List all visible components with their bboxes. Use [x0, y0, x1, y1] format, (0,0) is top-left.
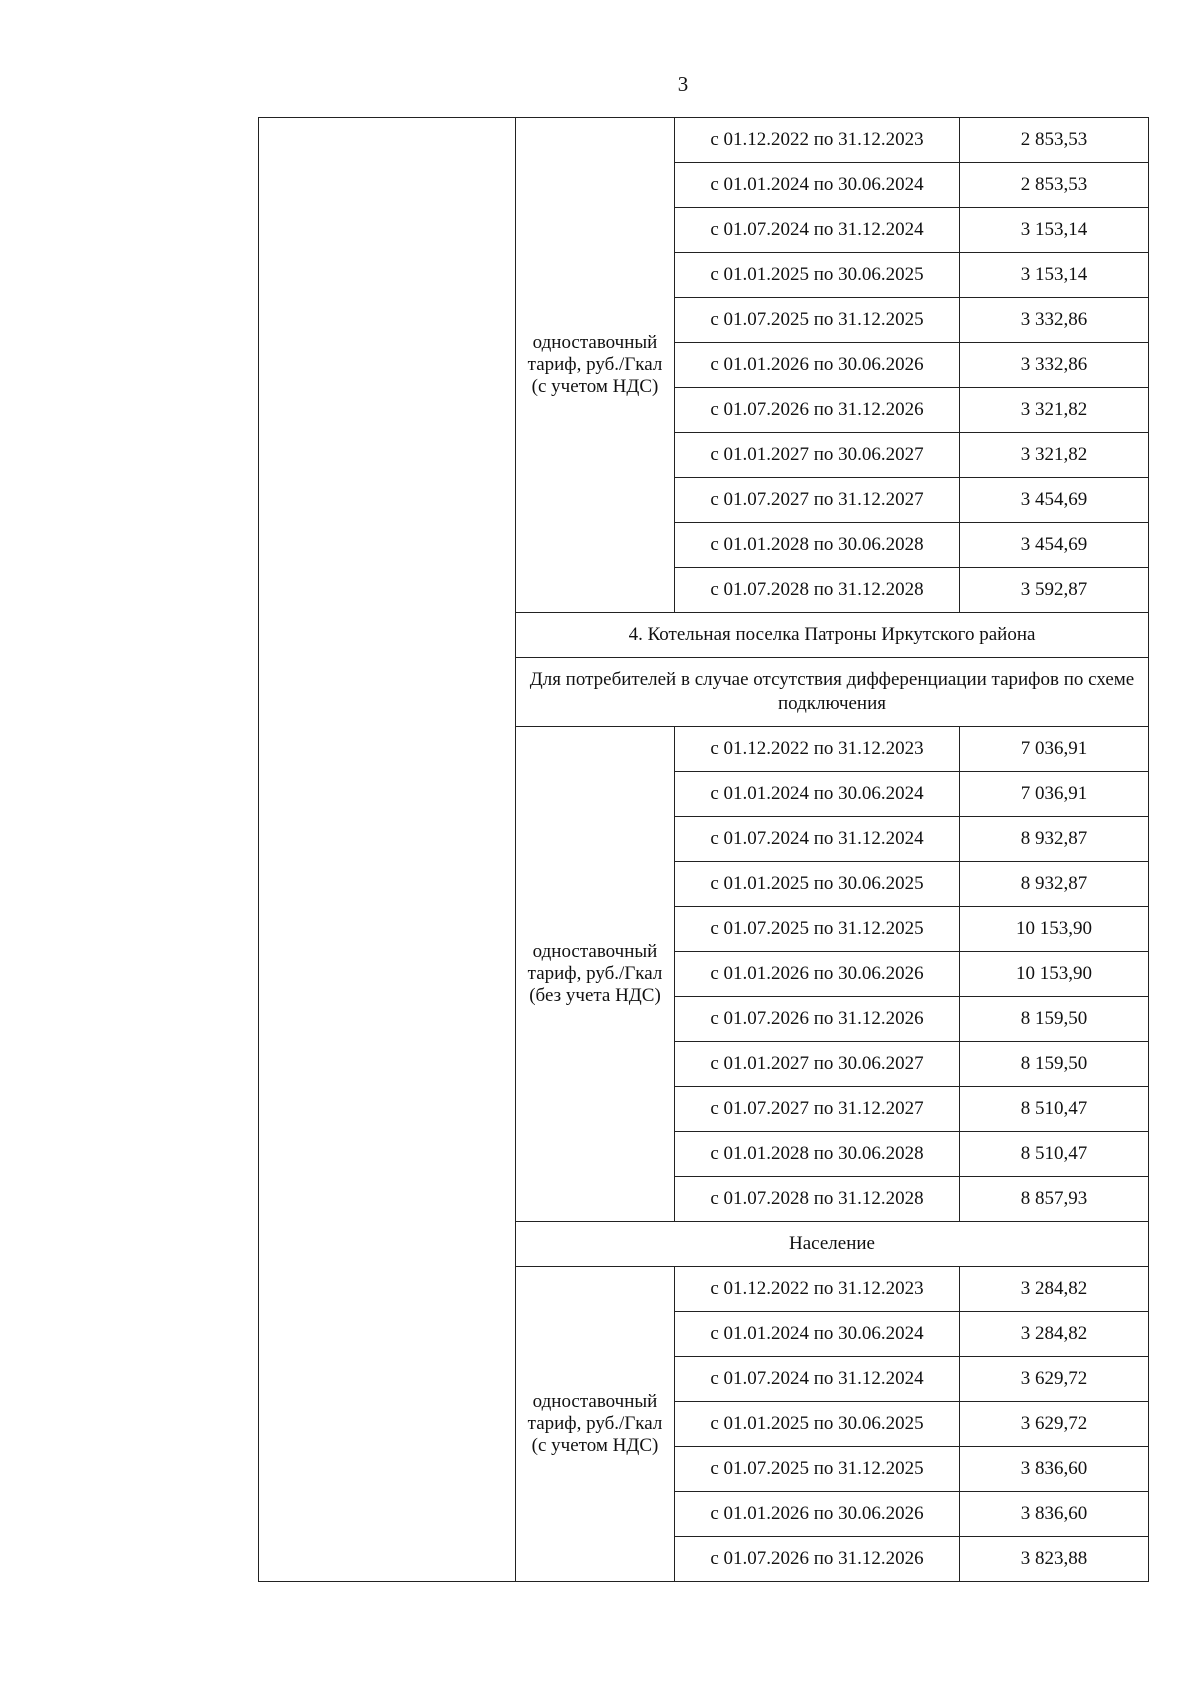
tariff-value-cell: 8 159,50 — [960, 997, 1149, 1042]
tariff-value-cell: 7 036,91 — [960, 727, 1149, 772]
section-header: Население — [516, 1222, 1149, 1267]
period-cell: с 01.07.2027 по 31.12.2027 — [675, 1087, 960, 1132]
tariff-value-cell: 2 853,53 — [960, 118, 1149, 163]
tariff-value-cell: 8 932,87 — [960, 862, 1149, 907]
period-cell: с 01.01.2024 по 30.06.2024 — [675, 772, 960, 817]
tariff-value-cell: 3 153,14 — [960, 208, 1149, 253]
period-cell: с 01.07.2026 по 31.12.2026 — [675, 1537, 960, 1582]
period-cell: с 01.01.2025 по 30.06.2025 — [675, 1402, 960, 1447]
table-row — [259, 118, 1149, 163]
tariff-value-cell: 3 284,82 — [960, 1267, 1149, 1312]
tariff-type-line: (с учетом НДС) — [531, 376, 659, 397]
tariff-value-cell: 3 332,86 — [960, 343, 1149, 388]
tariff-type-line: тариф, руб./Гкал — [527, 963, 663, 984]
period-cell: с 01.01.2027 по 30.06.2027 — [675, 1042, 960, 1087]
tariff-value-cell: 8 159,50 — [960, 1042, 1149, 1087]
tariff-type-line: (с учетом НДС) — [531, 1435, 659, 1456]
tariff-value-cell: 3 592,87 — [960, 568, 1149, 613]
tariff-value-cell: 3 321,82 — [960, 388, 1149, 433]
period-cell: с 01.01.2026 по 30.06.2026 — [675, 1492, 960, 1537]
tariff-value-cell: 3 321,82 — [960, 433, 1149, 478]
tariff-value-cell: 3 153,14 — [960, 253, 1149, 298]
tariff-type-cell — [516, 727, 675, 1222]
tariff-value-cell: 3 629,72 — [960, 1402, 1149, 1447]
tariff-table — [258, 117, 1149, 1582]
period-cell: с 01.01.2024 по 30.06.2024 — [675, 163, 960, 208]
period-cell: с 01.07.2025 по 31.12.2025 — [675, 1447, 960, 1492]
period-cell: с 01.01.2025 по 30.06.2025 — [675, 253, 960, 298]
tariff-type-line: одноставочный — [532, 1391, 658, 1412]
tariff-value-cell: 3 332,86 — [960, 298, 1149, 343]
tariff-value-cell: 3 454,69 — [960, 523, 1149, 568]
period-cell: с 01.07.2027 по 31.12.2027 — [675, 478, 960, 523]
tariff-value-cell: 3 823,88 — [960, 1537, 1149, 1582]
period-cell: с 01.01.2028 по 30.06.2028 — [675, 1132, 960, 1177]
tariff-value-cell: 10 153,90 — [960, 907, 1149, 952]
period-cell: с 01.07.2026 по 31.12.2026 — [675, 388, 960, 433]
period-cell: с 01.07.2025 по 31.12.2025 — [675, 298, 960, 343]
tariff-type-line: одноставочный — [532, 332, 658, 353]
page-number: 3 — [677, 72, 689, 96]
tariff-value-cell: 3 836,60 — [960, 1492, 1149, 1537]
left-empty-column — [259, 118, 516, 1582]
period-cell: с 01.01.2027 по 30.06.2027 — [675, 433, 960, 478]
tariff-value-cell: 10 153,90 — [960, 952, 1149, 997]
tariff-value-cell: 8 932,87 — [960, 817, 1149, 862]
period-cell: с 01.01.2028 по 30.06.2028 — [675, 523, 960, 568]
tariff-value-cell: 3 284,82 — [960, 1312, 1149, 1357]
tariff-type-line: одноставочный — [532, 941, 658, 962]
tariff-value-cell: 8 510,47 — [960, 1132, 1149, 1177]
tariff-value-cell: 7 036,91 — [960, 772, 1149, 817]
period-cell: с 01.07.2024 по 31.12.2024 — [675, 817, 960, 862]
tariff-type-line: тариф, руб./Гкал — [527, 1413, 663, 1434]
period-cell: с 01.12.2022 по 31.12.2023 — [675, 727, 960, 772]
period-cell: с 01.01.2026 по 30.06.2026 — [675, 343, 960, 388]
section-header: Для потребителей в случае отсутствия дифференциации тарифов по схеме подключения — [516, 658, 1149, 727]
tariff-value-cell: 3 836,60 — [960, 1447, 1149, 1492]
tariff-value-cell: 8 857,93 — [960, 1177, 1149, 1222]
period-cell: с 01.07.2028 по 31.12.2028 — [675, 1177, 960, 1222]
tariff-value-cell: 3 454,69 — [960, 478, 1149, 523]
period-cell: с 01.12.2022 по 31.12.2023 — [675, 1267, 960, 1312]
period-cell: с 01.12.2022 по 31.12.2023 — [675, 118, 960, 163]
section-header: 4. Котельная поселка Патроны Иркутского района — [516, 613, 1149, 658]
period-cell: с 01.01.2026 по 30.06.2026 — [675, 952, 960, 997]
period-cell: с 01.07.2024 по 31.12.2024 — [675, 208, 960, 253]
period-cell: с 01.01.2024 по 30.06.2024 — [675, 1312, 960, 1357]
period-cell: с 01.07.2024 по 31.12.2024 — [675, 1357, 960, 1402]
tariff-type-line: тариф, руб./Гкал — [527, 354, 663, 375]
period-cell: с 01.01.2025 по 30.06.2025 — [675, 862, 960, 907]
tariff-table-body — [259, 118, 1149, 1582]
period-cell: с 01.07.2028 по 31.12.2028 — [675, 568, 960, 613]
period-cell: с 01.07.2025 по 31.12.2025 — [675, 907, 960, 952]
tariff-value-cell: 8 510,47 — [960, 1087, 1149, 1132]
tariff-type-line: (без учета НДС) — [529, 985, 661, 1006]
tariff-value-cell: 2 853,53 — [960, 163, 1149, 208]
period-cell: с 01.07.2026 по 31.12.2026 — [675, 997, 960, 1042]
tariff-type-cell — [516, 118, 675, 613]
tariff-value-cell: 3 629,72 — [960, 1357, 1149, 1402]
tariff-type-cell — [516, 1267, 675, 1582]
